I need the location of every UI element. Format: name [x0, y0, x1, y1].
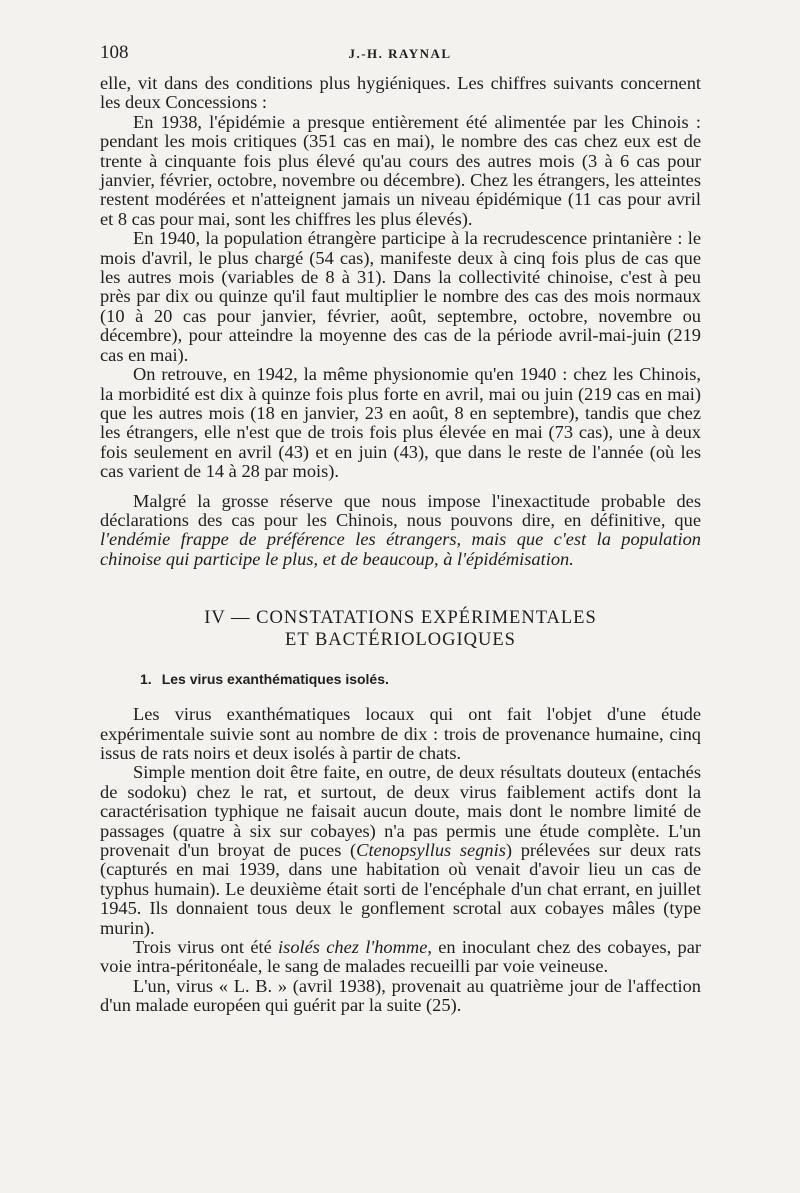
paragraph-1940: En 1940, la population étrangère participe à la recrudescence printanière : le mois d'avril, le plus chargé (54 cas), manifeste deux à cinq fois plus de cas que les autres mois (variables de 8 à 31). Dans la collectivité chinoise, c'est à peu près par dix ou quinze qu'il faut multiplier le nombre des cas des mois normaux (10 à 20 cas pour janvier, février, août, septembre, octobre, novembre ou décembre), pour atteindre la moyenne des cas de la période avril-mai-juin (219 cas en mai).	[100, 228, 701, 365]
section-title	[100, 607, 701, 651]
species-name: Ctenopsyllus segnis	[356, 840, 506, 860]
conclusion-italic: l'endémie frappe de préférence les étrangers, mais que c'est la population chinoise qui participe le plus, et de beaucoup, à l'épidémisation.	[100, 529, 701, 569]
subsection-number: 1.	[140, 671, 152, 688]
trois-lead: Trois virus ont été	[133, 937, 279, 958]
running-head: J.-H. RAYNAL	[348, 46, 452, 61]
paragraph-conclusion	[100, 492, 701, 570]
paragraph-continuation: elle, vit dans des conditions plus hygiéniques. Les chiffres suivants concernent les deux Concessions :	[100, 73, 701, 113]
page-header	[100, 42, 700, 68]
mention-lead: Simple mention doit être faite, en outre, de deux résultats douteux (entachés de sodoku) chez le rat, et surtout, de deux virus faiblement actifs dont la caractérisation typhique ne faisait aucun doute, mais dont le nombre limité de passages (quatre à six sur cobayes) n'a pas permis une étude complète. L'un provenait d'un broyat de puces (	[100, 762, 701, 860]
paragraph-trois-virus	[100, 938, 701, 977]
paragraph-virus: Les virus exanthématiques locaux qui ont fait l'objet d'une étude expérimentale suivie sont au nombre de dix : trois de provenance humaine, cinq issus de rats noirs et deux isolés à partir de chats.	[100, 704, 701, 763]
page-number: 108	[100, 42, 129, 63]
conclusion-lead: Malgré la grosse réserve que nous impose l'inexactitude probable des déclarations des cas pour les Chinois, nous pouvons dire, en définitive, que	[100, 490, 701, 530]
section-title-line2: ET BACTÉRIOLOGIQUES	[285, 630, 516, 651]
paragraph-mention	[100, 763, 701, 938]
section-title-line1: IV — CONSTATATIONS EXPÉRIMENTALES	[204, 608, 597, 629]
subsection-heading	[140, 671, 701, 687]
paragraph-virus-lb: L'un, virus « L. B. » (avril 1938), provenait au quatrième jour de l'affection d'un malade européen qui guérit par la suite (25).	[100, 975, 701, 1016]
paragraph-1942: On retrouve, en 1942, la même physionomie qu'en 1940 : chez les Chinois, la morbidité est dix à quinze fois plus forte en avril, mai ou juin (219 cas en mai) que les autres mois (18 en janvier, 23 en août, 8 en septembre), tandis que chez les étrangers, elle n'est que de trois fois plus élevée en mai (73 cas), une à deux fois seulement en avril (43) et en juin (43), que dans le reste de l'année (où les cas varient de 14 à 28 par mois).	[100, 364, 701, 482]
trois-italic: isolés chez l'homme	[278, 937, 428, 958]
subsection-title: Les virus exanthématiques isolés.	[161, 671, 389, 688]
page-body	[100, 74, 701, 1016]
mention-rest: ) prélevées sur deux rats (capturés en mai 1939, dans une habitation où venait d'avoir lieu un cas de typhus humain). Le deuxième était sorti de l'encéphale d'un chat errant, en juillet 1945. Ils donnaient tous deux le gonflement scrotal aux cobayes mâles (type murin).	[100, 840, 701, 938]
trois-rest: , en inoculant chez des cobayes, par voie intra-péritonéale, le sang de malades recueilli par voie veineuse.	[100, 937, 701, 977]
paragraph-1938: En 1938, l'épidémie a presque entièrement été alimentée par les Chinois : pendant les mois critiques (351 cas en mai), le nombre des cas chez eux est de trente à cinquante fois plus élevé qu'au cours des autres mois (3 à 6 cas pour janvier, février, octobre, novembre ou décembre). Chez les étrangers, les atteintes restent modérées et n'atteignent jamais un niveau épidémique (11 cas pour avril et 8 cas pour mai, sont les chiffres les plus élevés).	[100, 111, 701, 229]
